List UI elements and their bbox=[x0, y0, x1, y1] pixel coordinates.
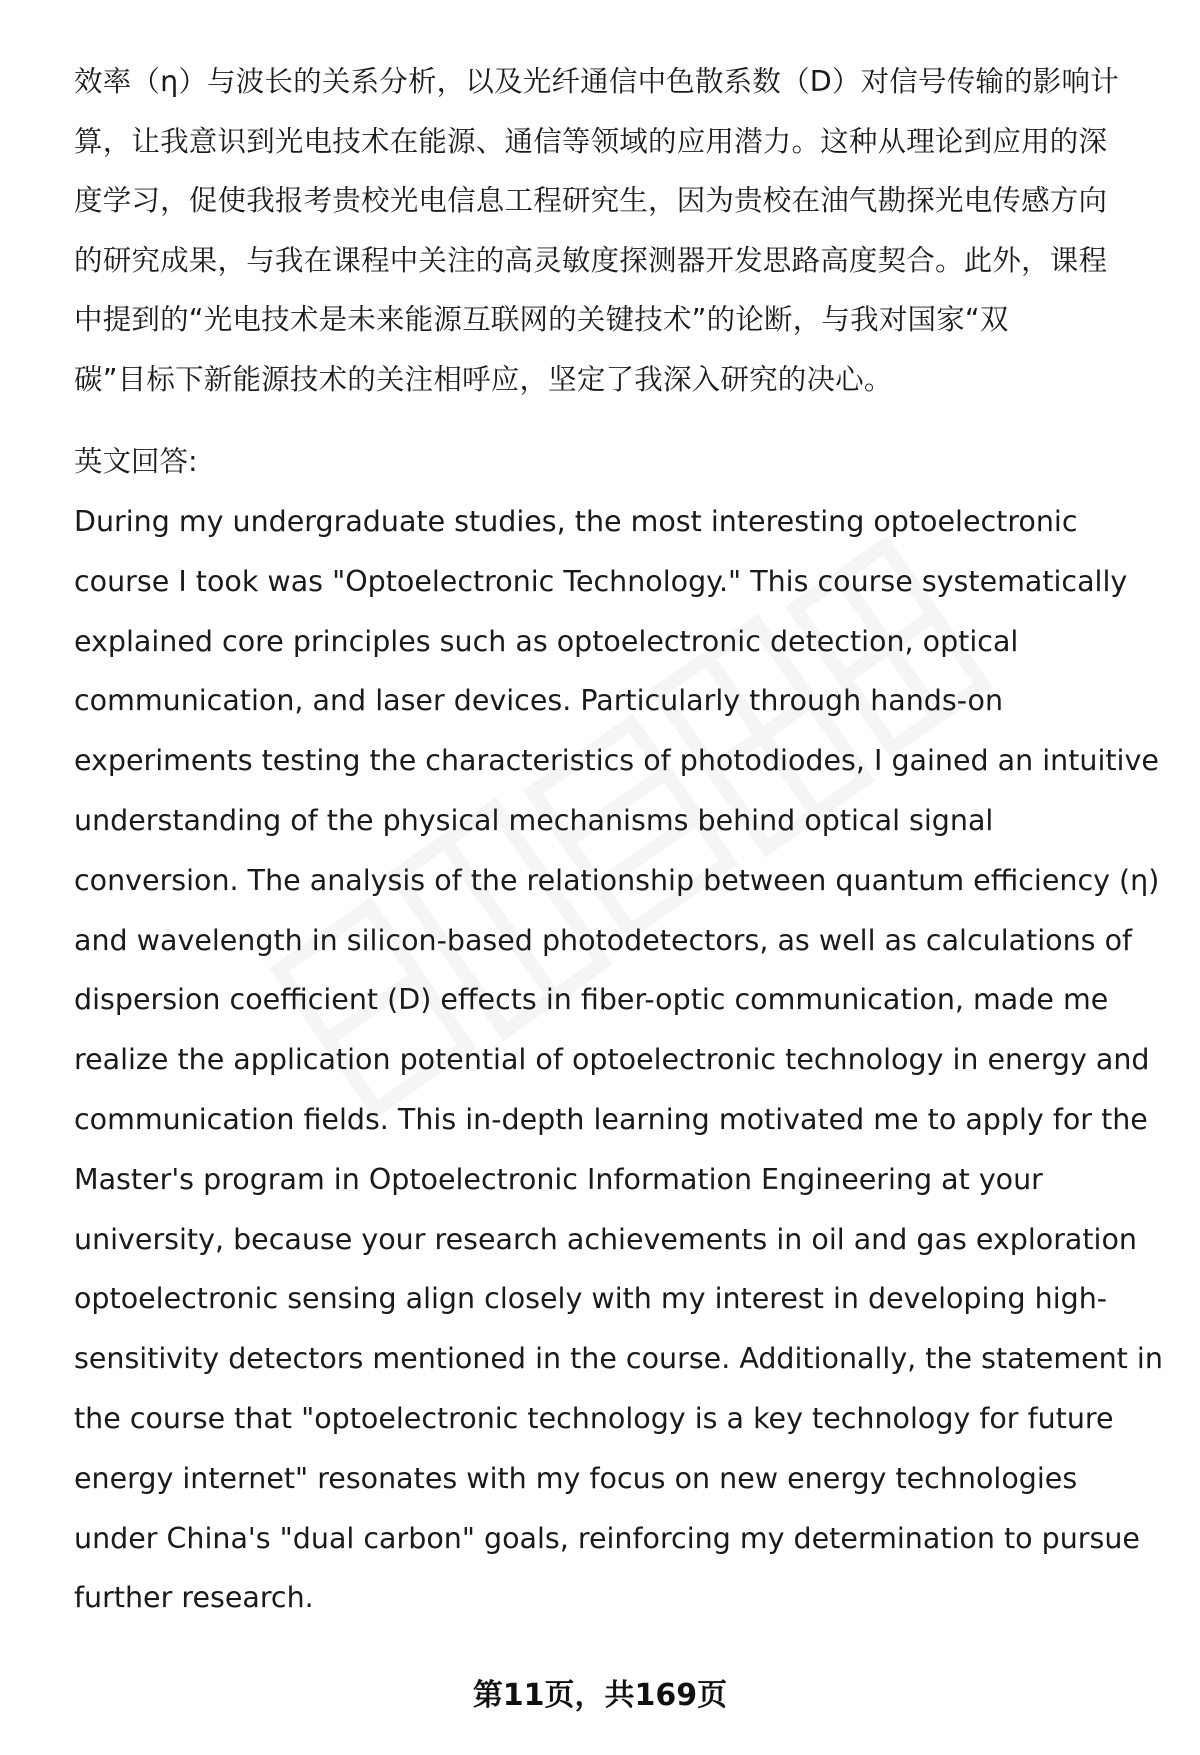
text-line: 中提到的“光电技术是未来能源互联网的关键技术”的论断，与我对国家“双 bbox=[74, 303, 1009, 336]
text-line: energy internet" resonates with my focus on new energy technologies bbox=[74, 1461, 1078, 1495]
text-line: the course that "optoelectronic technology is a key technology for future bbox=[74, 1401, 1114, 1435]
text-line: During my undergraduate studies, the most interesting optoelectronic bbox=[74, 505, 1078, 538]
text-line: course I took was "Optoelectronic Technology." This course systematically bbox=[74, 564, 1128, 598]
text-line: 度学习，促使我报考贵校光电信息工程研究生，因为贵校在油气勘探光电传感方向 bbox=[74, 184, 1108, 217]
text-line: understanding of the physical mechanisms behind optical signal bbox=[74, 803, 994, 837]
text-line: 碳”目标下新能源技术的关注相呼应，坚定了我深入研究的决心。 bbox=[74, 362, 893, 396]
text-line: conversion. The analysis of the relationship between quantum efficiency (η) bbox=[74, 863, 1160, 897]
text-line: Master's program in Optoelectronic Information Engineering at your bbox=[74, 1162, 1043, 1196]
text-line: communication fields. This in-depth learning motivated me to apply for the bbox=[74, 1102, 1148, 1136]
text-line: optoelectronic sensing align closely with my interest in developing high- bbox=[74, 1282, 1108, 1316]
text-line: 的研究成果，与我在课程中关注的高灵敏度探测器开发思路高度契合。此外，课程 bbox=[74, 243, 1108, 277]
english-answer-label: 英文回答: bbox=[74, 445, 198, 478]
text-line: dispersion coefficient (D) effects in fiber-optic communication, made me bbox=[74, 983, 1109, 1017]
chinese-paragraph bbox=[74, 52, 1154, 409]
text-line: explained core principles such as optoelectronic detection, optical bbox=[74, 624, 1019, 658]
text-line: experiments testing the characteristics of photodiodes, I gained an intuitive bbox=[74, 744, 1159, 778]
english-paragraph bbox=[74, 492, 1163, 1628]
text-line: realize the application potential of optoelectronic technology in energy and bbox=[74, 1043, 1150, 1077]
text-line: under China's "dual carbon" goals, reinforcing my determination to pursue bbox=[74, 1521, 1140, 1555]
text-line: 效率（η）与波长的关系分析，以及光纤通信中色散系数（D）对信号传输的影响计 bbox=[74, 65, 1119, 98]
text-line: 算，让我意识到光电技术在能源、通信等领域的应用潜力。这种从理论到应用的深 bbox=[74, 124, 1108, 158]
document-body bbox=[74, 52, 1163, 1628]
text-line: sensitivity detectors mentioned in the course. Additionally, the statement in bbox=[74, 1342, 1163, 1376]
text-line: communication, and laser devices. Particularly through hands-on bbox=[74, 684, 1004, 718]
text-line: and wavelength in silicon-based photodetectors, as well as calculations of bbox=[74, 923, 1133, 957]
text-line: further research. bbox=[74, 1581, 314, 1615]
page-number-footer: 第11页，共169页 bbox=[472, 1678, 728, 1713]
text-line: university, because your research achievements in oil and gas exploration bbox=[74, 1222, 1137, 1256]
